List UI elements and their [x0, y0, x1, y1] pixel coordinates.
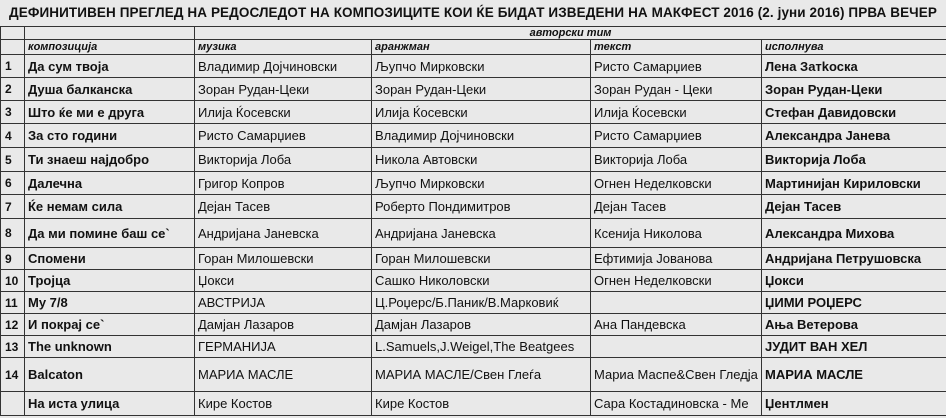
row-number: 13	[1, 336, 25, 358]
text-cell: Ефтимија Јованова	[591, 248, 762, 270]
text-cell: Сара Костадиновска - Ме	[591, 392, 762, 416]
composition-cell: The unknown	[25, 336, 195, 358]
performer-cell: Стефан Давидовски	[762, 101, 946, 124]
composition-cell: Душа балканска	[25, 78, 195, 101]
arrangement-cell: Кире Костов	[372, 392, 591, 416]
composition-cell: Што ќе ми е друга	[25, 101, 195, 124]
composition-cell: На иста улица	[25, 392, 195, 416]
compositions-table	[0, 26, 946, 416]
arrangement-cell: Сашко Николовски	[372, 270, 591, 292]
composition-cell: Да ми помине баш се`	[25, 219, 195, 248]
performer-cell: Лена Затkоска	[762, 55, 946, 78]
text-cell: Ристо Самарџиев	[591, 55, 762, 78]
arrangement-cell: L.Samuels,J.Weigel,The Beatgees	[372, 336, 591, 358]
music-cell: МАРИА МАСЛЕ	[195, 358, 372, 392]
text-cell	[591, 336, 762, 358]
text-cell: Зоран Рудан - Цеки	[591, 78, 762, 101]
music-cell: Горан Милошевски	[195, 248, 372, 270]
performer-cell: Ања Ветерова	[762, 314, 946, 336]
music-cell: Григор Копров	[195, 172, 372, 195]
table-row	[1, 55, 946, 78]
table-row	[1, 314, 946, 336]
performer-cell: Александра Михова	[762, 219, 946, 248]
arrangement-cell: Роберто Пондимитров	[372, 195, 591, 219]
composition-cell: Далечна	[25, 172, 195, 195]
music-cell: Ристо Самарџиев	[195, 124, 372, 148]
header-author-team: авторски тим	[195, 27, 946, 40]
header-empty-num	[1, 27, 25, 40]
row-number: 5	[1, 148, 25, 172]
performer-cell: ЈУДИТ ВАН ХЕЛ	[762, 336, 946, 358]
text-cell: Ана Пандевска	[591, 314, 762, 336]
arrangement-cell: Ц.Роџерс/Б.Паник/В.Марковиќ	[372, 292, 591, 314]
music-cell: Владимир Дојчиновски	[195, 55, 372, 78]
header-performer: исполнува	[762, 40, 946, 55]
table-row	[1, 392, 946, 416]
performer-cell: Викторија Лоба	[762, 148, 946, 172]
table-row	[1, 124, 946, 148]
table-row	[1, 358, 946, 392]
row-number: 11	[1, 292, 25, 314]
table-row	[1, 172, 946, 195]
header-text: текст	[591, 40, 762, 55]
music-cell: Кире Костов	[195, 392, 372, 416]
table-row	[1, 148, 946, 172]
performer-cell: МАРИА МАСЛЕ	[762, 358, 946, 392]
music-cell: Илија Ќосевски	[195, 101, 372, 124]
composition-cell: Balcaton	[25, 358, 195, 392]
text-cell: Ксенија Николова	[591, 219, 762, 248]
arrangement-cell: Андријана Јаневска	[372, 219, 591, 248]
music-cell: Џокси	[195, 270, 372, 292]
performer-cell: Зоран Рудан-Цеки	[762, 78, 946, 101]
text-cell: Дејан Тасев	[591, 195, 762, 219]
composition-cell: Да сум твоја	[25, 55, 195, 78]
performer-cell: Андријана Петрушовска	[762, 248, 946, 270]
row-number: 8	[1, 219, 25, 248]
text-cell: Викторија Лоба	[591, 148, 762, 172]
table-row	[1, 248, 946, 270]
header-arrangement: аранжман	[372, 40, 591, 55]
table-row	[1, 195, 946, 219]
table-row	[1, 270, 946, 292]
row-number: 6	[1, 172, 25, 195]
music-cell: ГЕРМАНИЈА	[195, 336, 372, 358]
composition-cell: Тројца	[25, 270, 195, 292]
header-composition: композиција	[25, 40, 195, 55]
composition-cell: Ти знаеш најдобро	[25, 148, 195, 172]
row-number: 3	[1, 101, 25, 124]
arrangement-cell: Љупчо Мирковски	[372, 172, 591, 195]
table-row	[1, 78, 946, 101]
performer-cell: Џентлмен	[762, 392, 946, 416]
music-cell: Зоран Рудан-Цеки	[195, 78, 372, 101]
page-title: ДЕФИНИТИВЕН ПРЕГЛЕД НА РЕДОСЛЕДОТ НА КОМПОЗИЦИТЕ КОИ ЌЕ БИДАТ ИЗВЕДЕНИ НА МАКФЕСТ 2016 (2. јуни 2016) ПРВА ВЕЧЕР	[9, 5, 937, 20]
text-cell: Мариа Маспе&Свен Гледја	[591, 358, 762, 392]
composition-cell: Му 7/8	[25, 292, 195, 314]
text-cell	[591, 292, 762, 314]
row-number: 4	[1, 124, 25, 148]
header-num	[1, 40, 25, 55]
performer-cell: Дејан Тасев	[762, 195, 946, 219]
performer-cell: Џокси	[762, 270, 946, 292]
row-number: 10	[1, 270, 25, 292]
performer-cell: Мартинијан Кириловски	[762, 172, 946, 195]
arrangement-cell: МАРИА МАСЛЕ/Свен Глеѓа	[372, 358, 591, 392]
table-row	[1, 336, 946, 358]
music-cell: Викторија Лоба	[195, 148, 372, 172]
header-empty-comp	[25, 27, 195, 40]
performer-cell: Александра Јанева	[762, 124, 946, 148]
music-cell: Дамјан Лазаров	[195, 314, 372, 336]
arrangement-cell: Дамјан Лазаров	[372, 314, 591, 336]
music-cell: Дејан Тасев	[195, 195, 372, 219]
music-cell: АВСТРИЈА	[195, 292, 372, 314]
text-cell: Илија Ќосевски	[591, 101, 762, 124]
row-number: 9	[1, 248, 25, 270]
arrangement-cell: Горан Милошевски	[372, 248, 591, 270]
row-number: 7	[1, 195, 25, 219]
arrangement-cell: Илија Ќосевски	[372, 101, 591, 124]
row-number: 14	[1, 358, 25, 392]
row-number: 12	[1, 314, 25, 336]
table-row	[1, 101, 946, 124]
composition-cell: Спомени	[25, 248, 195, 270]
performer-cell: ЏИМИ РОЏЕРС	[762, 292, 946, 314]
row-number	[1, 392, 25, 416]
composition-cell: За сто години	[25, 124, 195, 148]
table-row	[1, 219, 946, 248]
composition-cell: И покрај се`	[25, 314, 195, 336]
text-cell: Ристо Самарџиев	[591, 124, 762, 148]
arrangement-cell: Зоран Рудан-Цеки	[372, 78, 591, 101]
music-cell: Андријана Јаневска	[195, 219, 372, 248]
header-music: музика	[195, 40, 372, 55]
arrangement-cell: Љупчо Мирковски	[372, 55, 591, 78]
text-cell: Огнен Неделковски	[591, 270, 762, 292]
composition-cell: Ќе немам сила	[25, 195, 195, 219]
row-number: 2	[1, 78, 25, 101]
arrangement-cell: Никола Автовски	[372, 148, 591, 172]
arrangement-cell: Владимир Дојчиновски	[372, 124, 591, 148]
text-cell: Огнен Неделковски	[591, 172, 762, 195]
table-row	[1, 292, 946, 314]
row-number: 1	[1, 55, 25, 78]
